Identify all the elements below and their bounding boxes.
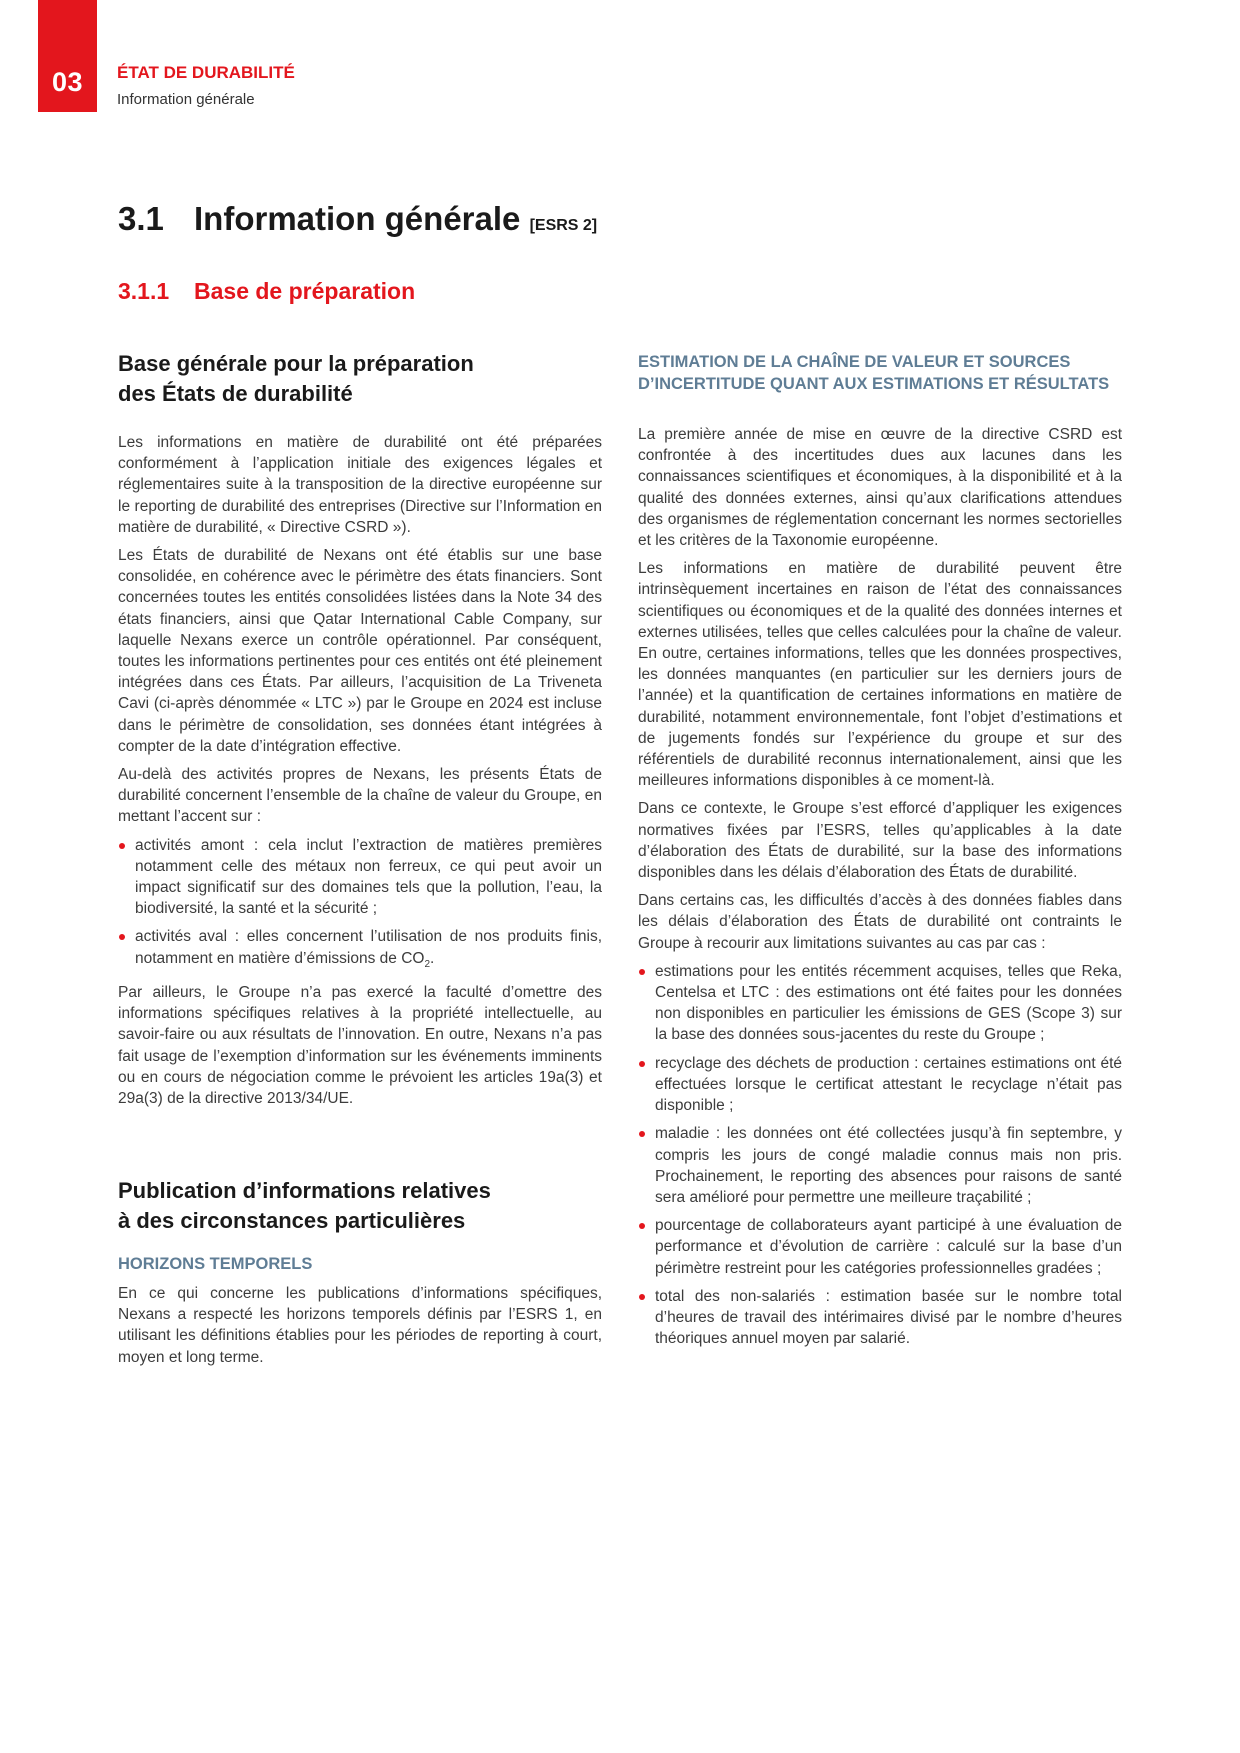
list-item: recyclage des déchets de production : certaines estimations ont été effectuées lorsque le certificat attestant le recyclage n’était pas disponible ; (638, 1053, 1122, 1117)
paragraph: La première année de mise en œuvre de la directive CSRD est confrontée à des incertitudes dues aux lacunes dans les connaissances scientifiques et économiques, à la disponibilité et à la qualité des données externes, ainsi qu’aux clarifications attendues des organismes de réglementation concernant les normes sectorielles et les critères de la Taxonomie européenne. (638, 426, 1122, 550)
list-item: maladie : les données ont été collectées jusqu’à fin septembre, y compris les jours de congé maladie connus mais non pris. Prochainement, le reporting des absences pour raisons de santé sera amélioré pour permettre une meilleure traçabilité ; (638, 1123, 1122, 1208)
heading-base-generale (118, 349, 602, 409)
bullet-list (638, 961, 1122, 1349)
subheading-horizons: HORIZONS TEMPORELS (118, 1255, 313, 1273)
paragraph: Par ailleurs, le Groupe n’a pas exercé la faculté d’omettre des informations spécifiques relatives à la propriété intellectuelle, au savoir-faire ou aux résultats de l’innovation. En outre, Nexans n’a pas fait usage de l’exemption d’information sur les événements imminents ou en cours de négociation comme le prévoient les articles 19a(3) et 29a(3) de la directive 2013/34/UE. (118, 983, 602, 1107)
chapter-number: 03 (51, 67, 84, 97)
section-number: 3.1.1 (118, 278, 170, 304)
header-section-title: ÉTAT DE DURABILITÉ (117, 63, 295, 82)
list-item: total des non-salariés : estimation basée sur le nombre total d’heures de travail des intérimaires divisé par le nombre d’heures théoriques annuel moyen par salarié. (638, 1286, 1122, 1350)
heading-line: Publication d’informations relatives (118, 1178, 491, 1203)
list-item (118, 926, 602, 975)
heading-publication (118, 1176, 602, 1236)
paragraph: Les informations en matière de durabilité peuvent être intrinsèquement incertaines en raison de l’état des connaissances scientifiques ou économiques et de la qualité des données internes et externes utilisées, telles que celles calculées pour la chaîne de valeur. En outre, certaines informations, telles que les données prospectives, les données manquantes (en particulier sur les derniers jours de l’année) et la quantification de certaines informations en matière de durabilité, notamment environnementale, font l’objet d’estimations et de jugements fondés sur l’expérience du groupe et sur des référentiels de durabilité reconnus internationalement, ainsi que les meilleures informations disponibles à ce moment-là. (638, 560, 1122, 790)
paragraph: Les États de durabilité de Nexans ont été établis sur une base consolidée, en cohérence avec le périmètre des états financiers. Sont concernées toutes les entités consolidées listées dans la Note 34 des états financiers, ainsi que Qatar International Cable Company, sur laquelle Nexans exerce un contrôle opérationnel. Par conséquent, toutes les informations pertinentes pour ces entités ont été pleinement intégrées dans ces États. Par ailleurs, l’acquisition de La Triveneta Cavi (ci-après dénommée « LTC ») par le Groupe en 2024 est incluse dans le périmètre de consolidation, ses données étant intégrées à compter de la date d’intégration effective. (118, 547, 602, 755)
paragraph: Dans ce contexte, le Groupe s’est efforcé d’appliquer les exigences normatives fixées par l’ESRS, telles qu’applicables à la date d’élaboration des États de durabilité, sur la base des informations disponibles dans les délais d’élaboration des États de durabilité. (638, 800, 1122, 882)
bullet-list (118, 835, 602, 975)
heading-line: des États de durabilité (118, 381, 353, 406)
header-subtitle: Information générale (117, 91, 255, 108)
subscript: 2 (424, 958, 431, 970)
list-item: pourcentage de collaborateurs ayant participé à une évaluation de performance et d’évolution de carrière : calculé sur la base d’un périmètre restreint pour les catégories professionnelles gradées ; (638, 1215, 1122, 1279)
title-number: 3.1 (118, 200, 164, 237)
paragraph: En ce qui concerne les publications d’informations spécifiques, Nexans a respecté les horizons temporels définis par l’ESRS 1, en utilisant les définitions établies pour les périodes de reporting à court, moyen et long terme. (118, 1285, 602, 1366)
chapter-tab (38, 0, 97, 112)
heading-line: à des circonstances particulières (118, 1208, 466, 1233)
list-item: estimations pour les entités récemment acquises, telles que Reka, Centelsa et LTC : des estimations ont été faites pour les données non disponibles en particulier les émissions de GES (Scope 3) sur la base des données sous-jacentes du reste du Groupe ; (638, 961, 1122, 1046)
paragraph: Au-delà des activités propres de Nexans, les présents États de durabilité concernent l’ensemble de la chaîne de valeur du Groupe, en mettant l’accent sur : (118, 766, 602, 826)
list-item-text: activités aval : elles concernent l’utilisation de nos produits finis, notamment en matière d’émissions de CO (135, 928, 602, 967)
title-text: Information générale (194, 200, 521, 237)
list-item: activités amont : cela inclut l’extraction de matières premières notamment celle des métaux non ferreux, ce qui peut avoir un impact significatif sur des domaines tels que la pollution, l’eau, la biodiversité, la santé et la sécurité ; (118, 835, 602, 920)
section-text: Base de préparation (194, 278, 416, 304)
list-item-end: . (430, 949, 435, 967)
paragraph: Dans certains cas, les difficultés d’accès à des données fiables dans les délais d’élaboration des États de durabilité ont contraints le Groupe à recourir aux limitations suivantes au cas par cas : (638, 892, 1122, 952)
subheading-estimation: ESTIMATION DE LA CHAÎNE DE VALEUR ET SOURCES D’INCERTITUDE QUANT AUX ESTIMATIONS ET RÉSULTATS (638, 353, 1110, 393)
heading-line: Base générale pour la préparation (118, 351, 474, 376)
title-tag: [ESRS 2] (529, 217, 598, 234)
section-title (118, 278, 415, 305)
page-title (118, 200, 597, 238)
paragraph: Les informations en matière de durabilité ont été préparées conformément à l’application initiale des exigences légales et réglementaires suite à la transposition de la directive européenne sur le reporting de durabilité des entreprises (Directive sur l’Information en matière de durabilité, « Directive CSRD »). (118, 434, 602, 536)
